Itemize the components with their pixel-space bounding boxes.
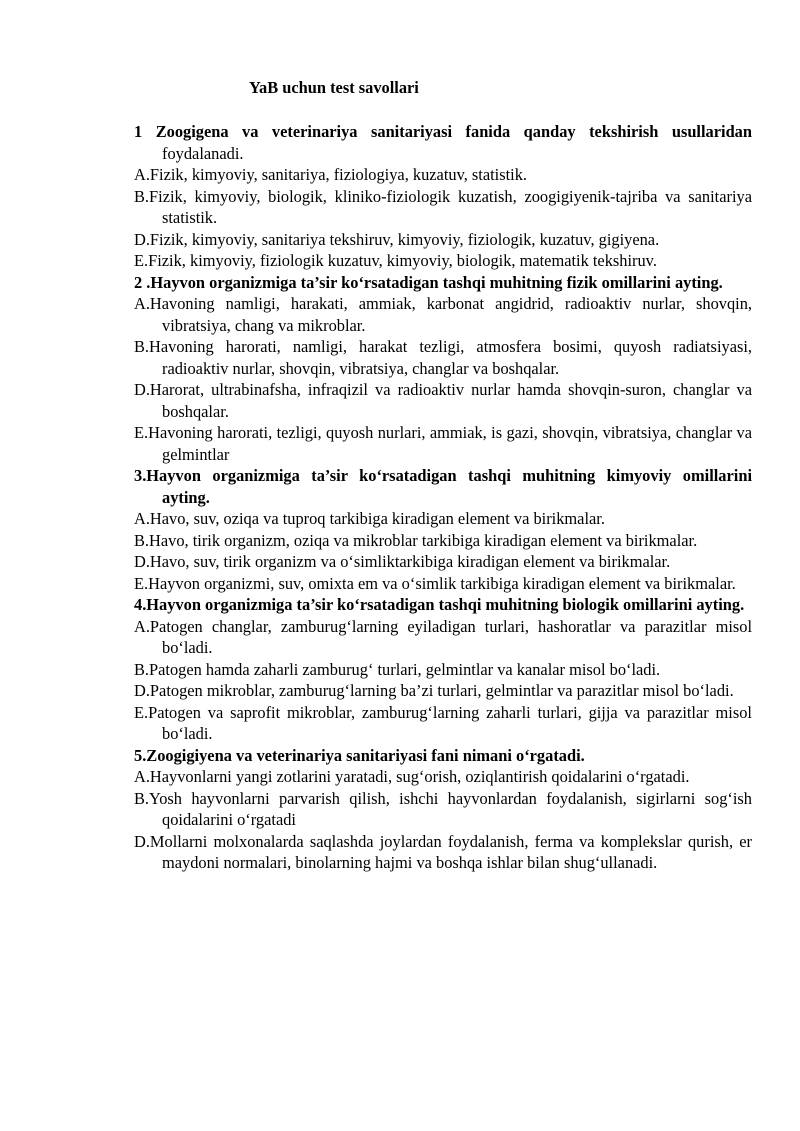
answer-option: A.Havoning namligi, harakati, ammiak, karbonat angidrid, radioaktiv nurlar, shovqin, vibratsiya, chang va mikroblar. [134,294,752,335]
answer-option: D.Havo, suv, tirik organizm va o‘simliktarkibiga kiradigan element va birikmalar. [134,552,671,571]
question-text [134,121,752,164]
question-text [134,745,752,767]
question-block [134,121,752,272]
question-list [134,121,752,874]
answer-option: B.Fizik, kimyoviy, biologik, kliniko-fiziologik kuzatish, zoogigiyenik-tajriba va sanitariya statistik. [134,186,752,227]
answer-option: E.Fizik, kimyoviy, fiziologik kuzatuv, kimyoviy, biologik, matematik tekshiruv. [134,251,657,270]
answer-option: B.Yosh hayvonlarni parvarish qilish, ishchi hayvonlardan foydalanish, sigirlarni sog‘ish qoidalarini o‘rgatadi [134,788,752,829]
question-block [134,465,752,594]
question-bold-text: 1 Zoogigena va veterinariya sanitariyasi fanida qanday tekshirish usullaridan [134,122,752,141]
question-text [134,272,752,294]
question-text [134,594,752,616]
answer-option: A.Havo, suv, oziqa va tuproq tarkibiga kiradigan element va birikmalar. [134,509,605,528]
question-bold-text: 4.Hayvon organizmiga ta’sir ko‘rsatadigan tashqi muhitning biologik omillarini ayting. [134,595,745,614]
answer-option: B.Patogen hamda zaharli zamburug‘ turlari, gelmintlar va kanalar misol bo‘ladi. [134,659,661,679]
answer-option: D.Harorat, ultrabinafsha, infraqizil va radioaktiv nurlar hamda shovqin-suron, changlar va boshqalar. [134,380,752,421]
question-text [134,465,752,508]
question-normal-text: foydalanadi. [162,143,244,163]
answer-option: E.Patogen va saprofit mikroblar, zamburug‘larning zaharli turlari, gijja va parazitlar misol bo‘ladi. [134,702,752,743]
answer-option: D.Patogen mikroblar, zamburug‘larning ba’zi turlari, gelmintlar va parazitlar misol bo‘ladi. [134,681,734,700]
page-title: YaB uchun test savollari [249,78,419,97]
question-block [134,745,752,874]
answer-option: D.Fizik, kimyoviy, sanitariya tekshiruv, kimyoviy, fiziologik, kuzatuv, gigiyena. [134,229,660,249]
answer-option: B.Havo, tirik organizm, oziqa va mikroblar tarkibiga kiradigan element va birikmalar. [134,530,698,550]
answer-option: A.Hayvonlarni yangi zotlarini yaratadi, sug‘orish, oziqlantirish qoidalarini o‘rgatadi. [134,767,690,786]
answer-option: E.Havoning harorati, tezligi, quyosh nurlari, ammiak, is gazi, shovqin, vibratsiya, changlar va gelmintlar [134,423,752,464]
answer-option: A.Patogen changlar, zamburug‘larning eyiladigan turlari, hashoratlar va parazitlar misol bo‘ladi. [134,616,752,657]
answer-option: B.Havoning harorati, namligi, harakat tezligi, atmosfera bosimi, quyosh radiatsiyasi, radioaktiv nurlar, shovqin, vibratsiya, changlar va boshqalar. [134,337,752,378]
answer-option: D.Mollarni molxonalarda saqlashda joylardan foydalanish, ferma va komplekslar qurish, er maydoni normalari, binolarning hajmi va boshqa ishlar bilan shug‘ullanadi. [134,831,752,872]
question-block [134,594,752,745]
answer-option: A.Fizik, kimyoviy, sanitariya, fiziologiya, kuzatuv, statistik. [134,165,528,184]
question-bold-text: 5.Zoogigiyena va veterinariya sanitariyasi fani nimani o‘rgatadi. [134,745,585,765]
question-bold-text: 2 .Hayvon organizmiga ta’sir ko‘rsatadigan tashqi muhitning fizik omillarini ayting. [134,272,723,292]
question-block [134,272,752,466]
question-bold-text: 3.Hayvon organizmiga ta’sir ko‘rsatadigan tashqi muhitning kimyoviy omillarini ayting. [134,466,752,507]
answer-option: E.Hayvon organizmi, suv, omixta em va o‘simlik tarkibiga kiradigan element va birikmalar. [134,573,736,593]
